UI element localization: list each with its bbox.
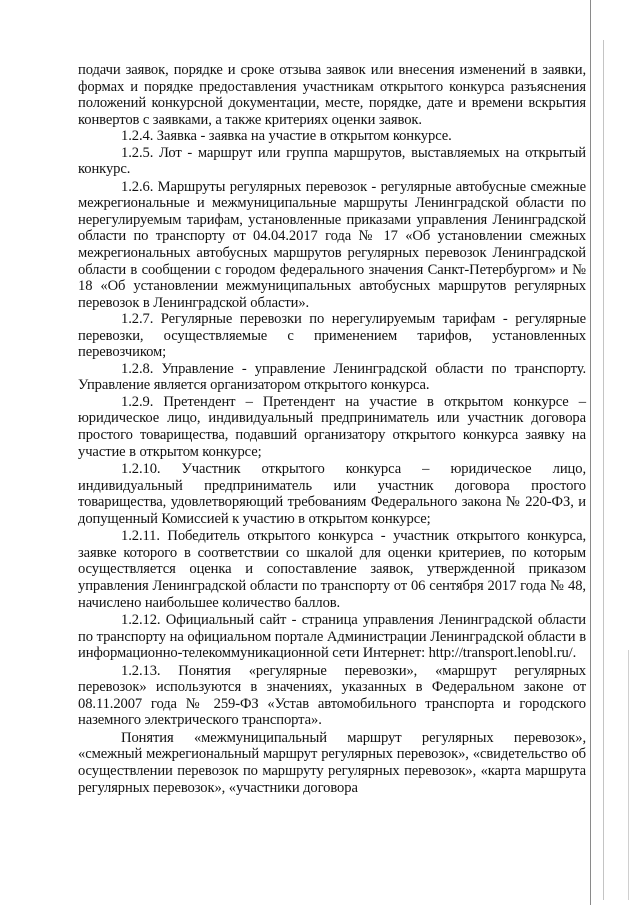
- paragraph-1-2-4: 1.2.4. Заявка - заявка на участие в открытом конкурсе.: [121, 128, 452, 145]
- paragraph-1-2-5: 1.2.5. Лот - маршрут или группа маршрутов, выставляемых на открытый конкурс.: [78, 144, 586, 178]
- paragraph-1-2-6: 1.2.6. Маршруты регулярных перевозок - регулярные автобусные смежные межрегиональные и межмуниципальные маршруты Ленинградской области по нерегулируемым тарифам, установленные приказами управления Ленинградской области по транспорту от 04.04.2017 года № 17 «Об установлении смежных межрегиональных автобусных маршрутов регулярных перевозок Ленинградской области в сообщении с городом федерального значения Санкт-Петербургом» и № 18 «Об установлении межмуниципальных автобусных маршрутов регулярных перевозок в Ленинградской области».: [78, 178, 586, 311]
- document-body: [78, 62, 586, 796]
- paragraph-1-2-7: 1.2.7. Регулярные перевозки по нерегулируемым тарифам - регулярные перевозки, осуществляемые с применением тарифов, установленных перевозчиком;: [78, 311, 586, 361]
- scan-edge-line: [603, 40, 604, 900]
- paragraph-1-2-12: 1.2.12. Официальный сайт - страница управления Ленинградской области по транспорту на официальном портале Администрации Ленинградской области в информационно-телекоммуникационной сети Интернет: http://transport.lenobl.ru/.: [78, 612, 586, 662]
- scan-edge-line: [628, 650, 629, 900]
- paragraph-1-2-11: 1.2.11. Победитель открытого конкурса - участник открытого конкурса, заявке которого в соответствии со шкалой для оценки критериев, по которым осуществляется оценка и сопоставление заявок, утвержденной приказом управления Ленинградской области по транспорту от 06 сентября 2017 года № 48, начислено наибольшее количество баллов.: [78, 528, 586, 611]
- paragraph-concepts: Понятия «межмуниципальный маршрут регулярных перевозок», «смежный межрегиональный маршрут регулярных перевозок», «свидетельство об осуществлении перевозок по маршруту регулярных перевозок», «карта маршрута регулярных перевозок», «участники договора: [78, 729, 586, 796]
- paragraph-continuation: подачи заявок, порядке и сроке отзыва заявок или внесения изменений в заявки, формах и порядке предоставления участникам открытого конкурса разъяснения положений конкурсной документации, месте, порядке, дате и времени вскрытия конвертов с заявками, а также критериях оценки заявок.: [78, 62, 586, 128]
- paragraph-1-2-9: 1.2.9. Претендент – Претендент на участие в открытом конкурсе – юридическое лицо, индивидуальный предприниматель или участник договора простого товарищества, подавший организатору открытого конкурса заявку на участие в открытом конкурсе;: [78, 393, 586, 460]
- scan-edge-line: [590, 0, 591, 905]
- paragraph-1-2-13: 1.2.13. Понятия «регулярные перевозки», «маршрут регулярных перевозок» используются в значениях, указанных в Федеральном законе от 08.11.2007 года № 259-ФЗ «Устав автомобильного транспорта и городского наземного электрического транспорта».: [78, 662, 586, 729]
- paragraph-1-2-10: 1.2.10. Участник открытого конкурса – юридическое лицо, индивидуальный предприниматель или участник договора простого товарищества, удовлетворяющий требованиям Федерального закона № 220-ФЗ, и допущенный Комиссией к участию в открытом конкурсе;: [78, 461, 586, 527]
- paragraph-1-2-8: 1.2.8. Управление - управление Ленинградской области по транспорту. Управление является организатором открытого конкурса.: [78, 360, 586, 394]
